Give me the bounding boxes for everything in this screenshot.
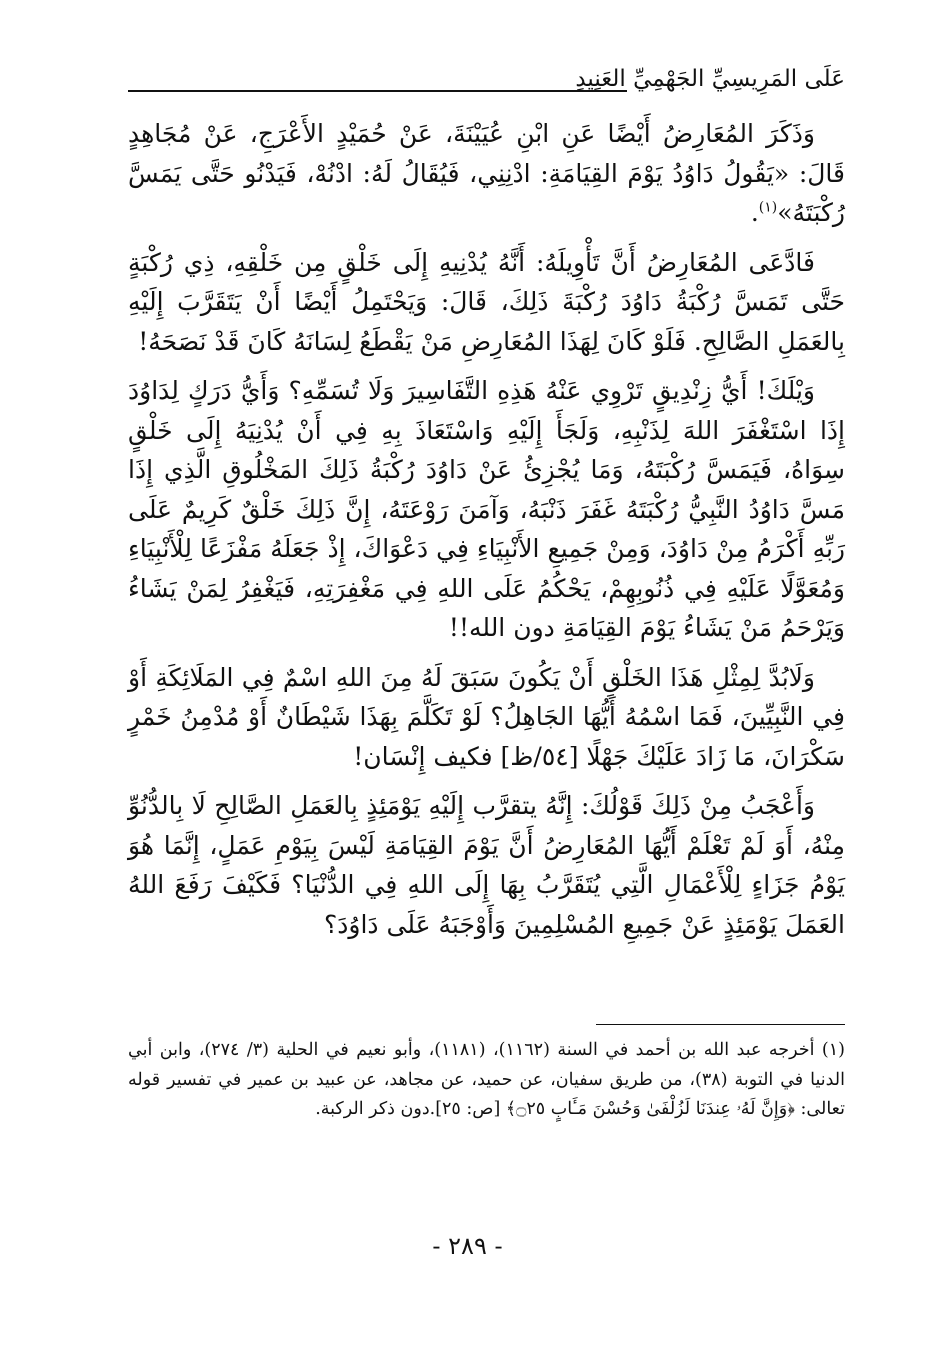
footnotes <box>128 1036 845 1125</box>
verse-reference: [ص: ٢٥] <box>435 1099 501 1119</box>
paragraph: وَذَكَرَ المُعَارِضُ أَيْضًا عَنِ ابْنِ عُيَيْنَةَ، عَنْ حُمَيْدٍ الأَعْرَجِ، عَنْ مُجَاهِدٍ قَالَ: «يَقُولُ دَاوُدُ يَوْمَ القِيَامَةِ: ادْنِنِي، فَيُقَالُ لَهُ: ادْنُهْ، فَيَدْنُو حَتَّى يَمَسَّ رُكْبَتَهُ»$^{(١)}$. <box>128 119 845 227</box>
footnote-tail: .دون ذكر الركبة. <box>315 1099 436 1119</box>
paragraph <box>128 658 845 777</box>
paragraph: وَأَعْجَبُ مِنْ ذَلِكَ قَوْلُكَ: إِنَّهُ يتقرَّب إِلَيْهِ يَوْمَئِذٍ بِالعَمَلِ الصَّالِحِ لَا بِالدُّنُوِّ مِنْهُ، أَوَ لَمْ تَعْلَمْ أَيُّهَا المُعَارِضُ أَنَّ يَوْمَ القِيَامَةِ لَيْسَ بِيَوْمِ عَمَلٍ، إِنَّمَا هُوَ يَوْمُ جَزَاءٍ لِلْأَعْمَالِ الَّتِي يُتَقَرَّبُ بِهَا إِلَى اللهِ فِي الدُّنْيَا؟ فَكَيْفَ رَفَعَ اللهُ العَمَلَ يَوْمَئِذٍ عَنْ جَمِيعِ المُسْلِمِينَ وَأَوْجَبَهُ عَلَى دَاوُدَ؟ <box>128 791 845 939</box>
quran-verse: ﴿وَإِنَّ لَهُۥ عِندَنَا لَزُلْفَىٰ وَحُسْنَ مَـَٔابٍ ۝٢٥﴾ <box>505 1099 795 1119</box>
footnote-number: (١) <box>821 1040 845 1060</box>
page-number: - ٢٨٩ - <box>432 1232 503 1260</box>
folio-marker: [٥٤/ظ] <box>500 741 579 771</box>
paragraph-text: فكيف إِنْسَان! <box>353 741 493 771</box>
paragraph: فَادَّعَى المُعَارِضُ أَنَّ تَأْوِيلَهُ: أَنَّهُ يُدْنِيهِ إِلَى خَلْقٍ مِن خَلْقِهِ، ذِي رُكْبَةٍ حَتَّى تَمَسَّ رُكْبَةُ دَاوُدَ رُكْبَةَ ذَلِكَ، قَالَ: وَيَحْتَمِلُ أَيْضًا أَنْ يَتَقَرَّبَ إِلَيْهِ بِالعَمَلِ الصَّالِحِ. فَلَوْ كَانَ لِهَذَا المُعَارِضِ مَنْ يَقْطَعُ لِسَانَهُ كَانَ قَدْ نَصَحَهُ! <box>128 247 845 356</box>
footnote <box>128 1036 845 1125</box>
footnote-reference[interactable]: (١) <box>758 199 778 216</box>
footnote-separator <box>596 1024 845 1025</box>
header-rule <box>128 90 627 92</box>
footnote-text: أخرجه عبد الله بن أحمد في السنة (١١٦٢)، (١١٨١)، وأبو نعيم في الحلية (٣/ ٢٧٤)، وابن أبي الدنيا في التوبة (٣٨)، من طريق سفيان، عن حميد، عن مجاهد، عن عبيد بن عمير في تفسير قوله تعالى: <box>128 1040 845 1119</box>
paragraph: وَيْلَكَ! أَيُّ زِنْدِيقٍ تَرْوِي عَنْهُ هَذِهِ التَّفَاسِيرَ وَلَا تُسَمِّهِ؟ وَأَيُّ دَرَكٍ لِدَاوُدَ إِذَا اسْتَغْفَرَ اللهَ لِذَنْبِهِ، وَلَجَأَ إِلَيْهِ وَاسْتَعَاذَ بِهِ فِي أَنْ يُدْنِيَهُ إِلَى خَلْقٍ سِوَاهُ، فَيَمَسَّ رُكْبَتَهُ، وَمَا يُجْزِئُ عَنْ دَاوُدَ رُكْبَةُ ذَلِكَ المَخْلُوقِ الَّذِي إِذَا مَسَّ دَاوُدُ النَّبِيُّ رُكْبَتَهُ غَفَرَ ذَنْبَهُ، وَآمَنَ رَوْعَتَهُ، إِنَّ ذَلِكَ خَلْقٌ كَرِيمٌ عَلَى رَبِّهِ أَكْرَمُ مِنْ دَاوُدَ، وَمِنْ جَمِيعِ الأَنْبِيَاءِ فِي دَعْوَاكَ، إِذْ جَعَلَهُ مَفْزَعًا لِلْأَنْبِيَاءِ وَمُعَوَّلًا عَلَيْهِ فِي ذُنُوبِهِمْ، يَحْكُمُ عَلَى اللهِ فِي مَغْفِرَتِهِ، فَيَغْفِرُ لِمَنْ يَشَاءُ وَيَرْحَمُ مَنْ يَشَاءُ يَوْمَ القِيَامَةِ دون الله!! <box>128 376 845 642</box>
running-header <box>128 60 845 108</box>
paragraph-text: وَلَابُدَّ لِمِثْلِ هَذَا الخَلْقِ أَنْ يَكُونَ سَبَقَ لَهُ مِنَ اللهِ اسْمٌ فِي المَلَائِكَةِ أَوْ فِي النَّبِيِّينَ، فَمَا اسْمُهُ أَيُّهَا الجَاهِلُ؟ لَوْ تَكَلَّمَ بِهَذَا شَيْطَانٌ أَوْ مُدْمِنُ خَمْرٍ سَكْرَانَ، مَا زَادَ عَلَيْكَ جَهْلًا <box>128 662 845 771</box>
main-text <box>128 114 845 954</box>
header-title: عَلَى المَرِيسِيِّ الجَهْمِيِّ العَنِيدِ <box>575 66 845 92</box>
paragraph-text: وَذَكَرَ المُعَارِضُ أَيْضًا عَنِ ابْنِ عُيَيْنَةَ، عَنْ حُمَيْدٍ الأَعْرَجِ، عَنْ مُجَاهِدٍ قَالَ: «يَقُولُ دَاوُدُ يَوْمَ القِيَامَةِ: ادْنِنِي، فَيُقَالُ لَهُ: ادْنُهْ، فَيَدْنُو حَتَّى يَمَسَّ رُكْبَتَهُ» <box>128 119 845 227</box>
